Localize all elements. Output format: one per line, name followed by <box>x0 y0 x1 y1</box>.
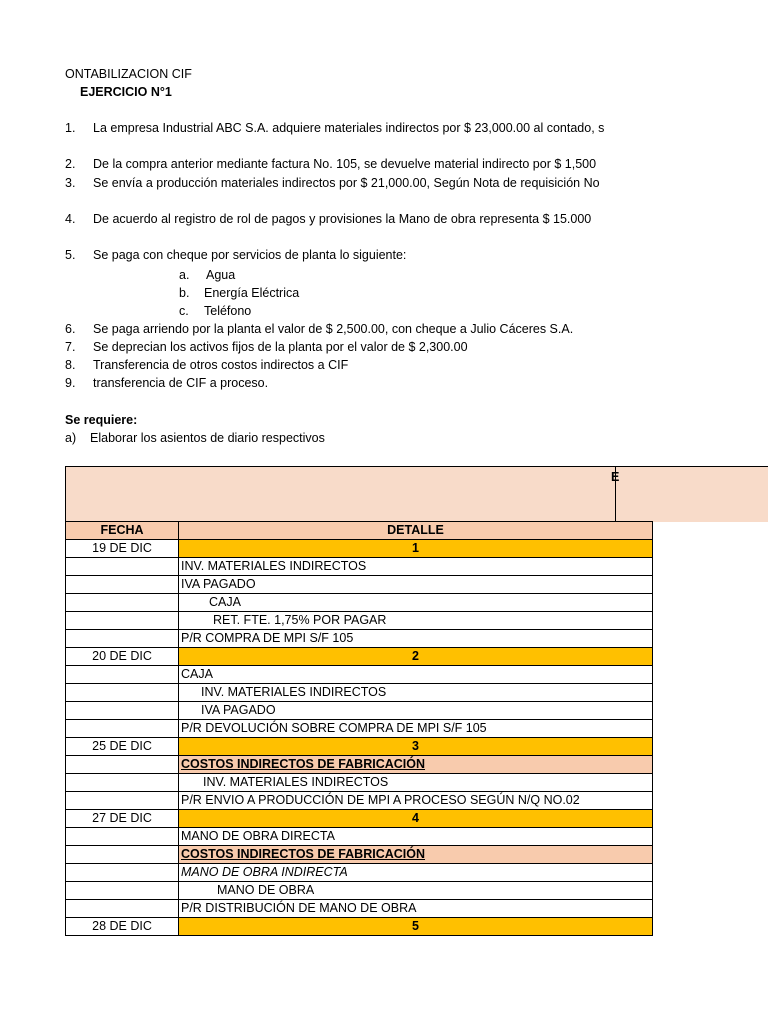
list-item-text: Se paga arriendo por la planta el valor de $ 2,500.00, con cheque a Julio Cáceres S.A. <box>93 322 574 336</box>
table-row <box>66 864 653 882</box>
row-detail: MANO DE OBRA DIRECTA <box>179 828 653 846</box>
row-date <box>66 756 179 774</box>
row-detail: IVA PAGADO <box>179 702 653 720</box>
row-date: 19 DE DIC <box>66 540 179 558</box>
requires-label: Se requiere: <box>65 413 138 427</box>
table-row <box>66 684 653 702</box>
row-date: 27 DE DIC <box>66 810 179 828</box>
table-row <box>66 594 653 612</box>
header-detalle: DETALLE <box>179 522 653 540</box>
list-item-text: Se paga con cheque por servicios de planta lo siguiente: <box>93 248 407 262</box>
row-date <box>66 666 179 684</box>
row-date <box>66 792 179 810</box>
row-detail-highlight: COSTOS INDIRECTOS DE FABRICACIÓN <box>179 756 653 774</box>
sublist-text: Agua <box>206 268 236 282</box>
row-detail: IVA PAGADO <box>179 576 653 594</box>
table-row <box>66 720 653 738</box>
entry-number: 1 <box>179 540 653 558</box>
table-row <box>66 828 653 846</box>
row-date <box>66 774 179 792</box>
table-row <box>66 666 653 684</box>
row-detail: P/R DEVOLUCIÓN SOBRE COMPRA DE MPI S/F 105 <box>179 720 653 738</box>
row-detail: P/R DISTRIBUCIÓN DE MANO DE OBRA <box>179 900 653 918</box>
row-date <box>66 846 179 864</box>
sublist-letter: b. <box>179 286 190 300</box>
sublist-text: Energía Eléctrica <box>204 286 300 300</box>
table-row <box>66 756 653 774</box>
table-row <box>66 774 653 792</box>
row-date <box>66 630 179 648</box>
table-row <box>66 540 653 558</box>
sublist-text: Teléfono <box>204 304 252 318</box>
row-detail: MANO DE OBRA INDIRECTA <box>179 864 653 882</box>
table-banner <box>65 466 768 522</box>
list-item-text: La empresa Industrial ABC S.A. adquiere materiales indirectos por $ 23,000.00 al contado, s <box>93 121 605 135</box>
sublist-letter: c. <box>179 304 189 318</box>
row-detail: CAJA <box>179 594 653 612</box>
table-row <box>66 846 653 864</box>
row-date <box>66 594 179 612</box>
entry-number: 5 <box>179 918 653 936</box>
row-detail: INV. MATERIALES INDIRECTOS <box>179 774 653 792</box>
table-row <box>66 882 653 900</box>
table-row <box>66 558 653 576</box>
row-date <box>66 702 179 720</box>
table-header-row <box>66 522 653 540</box>
list-item-number: 8. <box>65 358 76 372</box>
exercise-title: EJERCICIO N°1 <box>80 85 172 99</box>
row-detail: P/R ENVIO A PRODUCCIÓN DE MPI A PROCESO SEGÚN N/Q NO.02 <box>179 792 653 810</box>
list-item-text: Se envía a producción materiales indirectos por $ 21,000.00, Según Nota de requisición No <box>93 176 600 190</box>
journal-table <box>65 521 653 936</box>
list-item-number: 5. <box>65 248 76 262</box>
list-item-number: 4. <box>65 212 76 226</box>
list-item-number: 9. <box>65 376 76 390</box>
header-fecha: FECHA <box>66 522 179 540</box>
row-date <box>66 720 179 738</box>
list-item-text: De la compra anterior mediante factura No. 105, se devuelve material indirecto por $ 1,500 <box>93 157 597 171</box>
entry-number: 3 <box>179 738 653 756</box>
row-detail: CAJA <box>179 666 653 684</box>
row-date <box>66 864 179 882</box>
list-item-number: 6. <box>65 322 76 336</box>
list-item-text: De acuerdo al registro de rol de pagos y provisiones la Mano de obra representa $ 15.000 <box>93 212 592 226</box>
table-row <box>66 738 653 756</box>
table-row <box>66 630 653 648</box>
document-heading: ONTABILIZACION CIF <box>65 67 192 81</box>
entry-number: 4 <box>179 810 653 828</box>
table-row <box>66 918 653 936</box>
list-item-number: 2. <box>65 157 76 171</box>
row-detail: INV. MATERIALES INDIRECTOS <box>179 558 653 576</box>
row-detail: INV. MATERIALES INDIRECTOS <box>179 684 653 702</box>
row-date <box>66 684 179 702</box>
table-row <box>66 792 653 810</box>
table-row <box>66 702 653 720</box>
requirement-letter: a) <box>65 431 77 445</box>
row-detail: RET. FTE. 1,75% POR PAGAR <box>179 612 653 630</box>
row-date: 25 DE DIC <box>66 738 179 756</box>
row-date: 28 DE DIC <box>66 918 179 936</box>
row-detail: P/R COMPRA DE MPI S/F 105 <box>179 630 653 648</box>
table-row <box>66 900 653 918</box>
row-detail: MANO DE OBRA <box>179 882 653 900</box>
list-item-text: transferencia de CIF a proceso. <box>93 376 269 390</box>
table-row <box>66 810 653 828</box>
table-row <box>66 576 653 594</box>
row-date <box>66 612 179 630</box>
requirement-text: Elaborar los asientos de diario respectivos <box>90 431 325 445</box>
banner-title: E <box>611 470 620 484</box>
table-row <box>66 648 653 666</box>
row-date <box>66 576 179 594</box>
list-item-text: Se deprecian los activos fijos de la planta por el valor de $ 2,300.00 <box>93 340 468 354</box>
list-item-number: 7. <box>65 340 76 354</box>
row-date <box>66 828 179 846</box>
sublist-letter: a. <box>179 268 190 282</box>
list-item-text: Transferencia de otros costos indirectos a CIF <box>93 358 349 372</box>
row-date: 20 DE DIC <box>66 648 179 666</box>
row-detail-highlight: COSTOS INDIRECTOS DE FABRICACIÓN <box>179 846 653 864</box>
row-date <box>66 900 179 918</box>
entry-number: 2 <box>179 648 653 666</box>
row-date <box>66 558 179 576</box>
list-item-number: 1. <box>65 121 76 135</box>
row-date <box>66 882 179 900</box>
table-row <box>66 612 653 630</box>
list-item-number: 3. <box>65 176 76 190</box>
